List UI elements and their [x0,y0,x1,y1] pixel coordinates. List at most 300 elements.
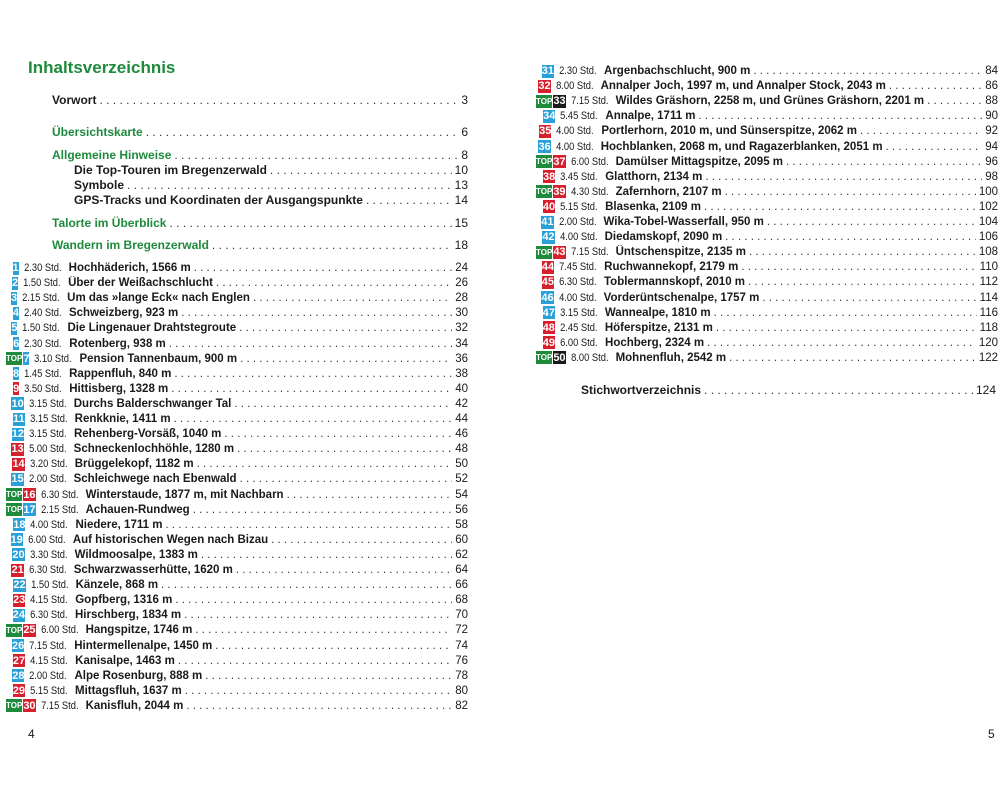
tour-entry[interactable] [6,699,468,713]
tour-page: 34 [455,337,468,350]
tour-title: Känzele, 868 m [75,579,159,592]
tour-entry[interactable] [536,155,998,169]
tour-duration: 7.15 Std. [570,95,609,108]
tour-entry[interactable] [536,321,998,335]
dot-leader [174,368,452,380]
tour-title: Damülser Mittagspitze, 2095 m [615,155,784,168]
dot-leader [699,110,983,122]
tour-title: Hittisberg, 1328 m [69,382,169,395]
toc-entry[interactable] [52,125,468,140]
tour-number-badge: 50 [553,351,566,364]
tour-title: Mohnenfluh, 2542 m [615,351,727,364]
tour-page: 54 [455,488,468,501]
tour-duration: 2.00 Std. [29,669,68,682]
tour-page: 74 [455,639,468,652]
dot-leader [714,307,977,319]
tour-number-badge: 3 [11,292,18,305]
dot-leader [886,141,983,153]
tour-page: 52 [455,473,468,486]
dot-leader [237,443,452,455]
dot-leader [927,95,982,107]
tour-duration: 6.30 Std. [40,488,79,501]
tour-duration: 6.30 Std. [559,276,597,289]
page-title: Inhaltsverzeichnis [28,58,176,77]
dot-leader [215,640,452,652]
dot-leader [194,262,452,274]
tour-page: 28 [455,292,468,305]
top-tour-badge: TOP [536,187,553,197]
toc-entry[interactable] [74,178,468,193]
tour-number-badge: 13 [11,443,24,456]
tour-title: Annalpe, 1711 m [605,110,696,123]
dot-leader [253,292,452,304]
tour-title: Kanisalpe, 1463 m [75,654,175,667]
dot-leader [729,352,976,364]
tour-page: 70 [455,609,468,622]
tour-title: Portlerhorn, 2010 m, und Sünserspitze, 2062 m [601,125,857,138]
tour-entry[interactable] [6,503,468,517]
tour-duration: 4.30 Std. [570,185,609,198]
tour-page: 46 [455,428,468,441]
tour-title: Schneckenlochhöhle, 1280 m [73,443,235,456]
toc-entry-page: 18 [454,238,468,252]
tour-entry[interactable] [6,352,468,366]
tour-entry[interactable] [536,200,998,214]
tour-duration: 4.00 Std. [559,231,598,244]
tour-entry[interactable] [6,563,468,577]
tour-entry[interactable] [6,623,468,637]
tour-page: 80 [455,684,468,697]
dot-leader [171,383,452,395]
tour-entry[interactable] [6,488,468,502]
tour-page: 30 [455,307,468,320]
tour-title: Rehenberg-Vorsäß, 1040 m [73,428,222,441]
tour-entry[interactable] [536,109,998,123]
dot-leader [161,579,452,591]
tour-title: Durchs Balderschwanger Tal [73,397,232,410]
tour-page: 38 [455,367,468,380]
index-entry[interactable] [581,383,996,398]
toc-entry-page: 15 [454,216,468,230]
tour-title: Die Lingenauer Drahtstegroute [67,322,237,335]
dot-leader [224,428,452,440]
tour-number-badge: 30 [23,699,36,712]
tour-number-badge: 43 [553,246,566,259]
dot-leader [216,277,452,289]
tour-title: Schweizberg, 923 m [68,307,179,320]
top-tour-badge: TOP [6,354,23,364]
tour-page: 106 [978,231,998,244]
tour-page: 122 [978,351,998,364]
tour-number-badge: 9 [13,382,20,395]
toc-entry-page: 8 [461,148,468,162]
tour-entry[interactable] [536,260,998,274]
tour-number-badge: 48 [542,321,555,334]
tour-entry[interactable] [6,261,468,275]
dot-leader [705,171,982,183]
tour-page: 120 [978,336,998,349]
tour-number-badge: 47 [542,306,555,319]
tour-number-badge: 26 [11,639,25,652]
tour-duration: 6.00 Std. [27,533,66,546]
tour-page: 26 [455,277,468,290]
tour-duration: 4.00 Std. [30,518,69,531]
tour-entry[interactable] [6,593,468,607]
tour-page: 112 [979,276,998,289]
tour-duration: 7.15 Std. [29,639,67,652]
toc-entry-page: 13 [454,178,468,192]
tour-title: Toblermannskopf, 2010 m [604,276,746,289]
tour-entry[interactable] [6,684,468,698]
tour-entry[interactable] [6,427,468,441]
tour-number-badge: 34 [543,110,556,123]
tour-number-badge: 8 [13,367,20,380]
dot-leader [753,65,982,77]
dot-leader [146,125,459,140]
tour-entry[interactable] [536,306,998,320]
tour-page: 118 [979,321,998,334]
tour-title: Gopfberg, 1316 m [75,594,173,607]
dot-leader [175,594,452,606]
tour-entry[interactable] [536,351,998,365]
toc-entry[interactable] [52,238,468,253]
tour-number-badge: 23 [12,594,26,607]
tour-number-badge: 36 [538,140,551,153]
tour-entry[interactable] [536,124,998,138]
tour-number-badge: 45 [541,276,554,289]
tour-duration: 3.50 Std. [24,382,62,395]
tour-entry[interactable] [6,639,468,653]
tour-title: Wildes Gräshorn, 2258 m, und Grünes Gräshorn, 2201 m [615,95,925,108]
dot-leader [725,186,976,198]
tour-entry[interactable] [536,64,998,78]
index-page: 124 [975,383,996,397]
tour-title: Um das »lange Eck« nach Englen [67,292,250,305]
tour-duration: 6.00 Std. [40,624,79,637]
tour-page: 102 [978,200,998,213]
dot-leader [366,193,452,208]
tour-entry[interactable] [6,472,468,486]
tour-title: Wildmoosalpe, 1383 m [74,548,198,561]
page-number-right: 5 [988,727,995,741]
tour-title: Ruchwannekopf, 2179 m [604,261,739,274]
tour-number-badge: 4 [12,307,19,320]
dot-leader [767,216,976,228]
tour-page: 76 [455,654,468,667]
tour-number-badge: 46 [541,291,554,304]
tour-number-badge: 16 [23,488,36,501]
tour-page: 86 [985,80,998,93]
tour-entry[interactable] [6,306,468,320]
tour-number-badge: 38 [542,170,556,183]
tour-duration: 2.40 Std. [24,307,62,320]
tour-entry[interactable] [536,291,998,305]
dot-leader [205,670,452,682]
tour-number-badge: 44 [541,261,555,274]
tour-page: 78 [455,669,468,682]
tour-number-badge: 15 [11,473,24,486]
tour-page: 110 [979,261,998,274]
tour-duration: 6.00 Std. [570,155,609,168]
tour-duration: 4.00 Std. [555,140,594,153]
tour-entry[interactable] [536,215,998,229]
tour-number-badge: 10 [11,397,24,410]
tour-title: Auf historischen Wegen nach Bizau [72,533,269,546]
dot-leader [169,216,451,231]
tour-title: Argenbachschlucht, 900 m [604,65,751,77]
dot-leader [240,353,452,365]
tour-entry[interactable] [6,321,468,335]
tour-duration: 1.50 Std. [30,579,69,592]
dot-leader [178,655,452,667]
tour-entry[interactable] [6,397,468,411]
tour-title: Hirschberg, 1834 m [75,609,182,622]
tour-duration: 8.00 Std. [555,80,594,93]
tour-duration: 2.30 Std. [559,65,597,77]
dot-leader [741,261,976,273]
tour-duration: 6.30 Std. [28,564,67,576]
dot-leader [174,413,453,425]
dot-leader [704,383,973,398]
tour-title: Wika-Tobel-Wasserfall, 950 m [603,216,764,228]
tour-duration: 3.45 Std. [560,170,598,183]
tour-entry[interactable] [6,548,468,562]
tour-number-badge: 5 [11,322,18,335]
toc-entry[interactable] [74,193,468,208]
dot-leader [127,178,452,193]
dot-leader [186,700,452,712]
dot-leader [889,80,982,92]
tour-duration: 3.15 Std. [29,413,68,425]
dot-leader [201,549,452,561]
tour-entry[interactable] [6,276,468,290]
tour-title: Hochhäderich, 1566 m [68,262,191,274]
tour-number-badge: 20 [12,548,25,561]
dot-leader [786,156,982,168]
tour-duration: 3.15 Std. [29,428,67,441]
tour-number-badge: 19 [10,533,23,546]
tour-duration: 2.00 Std. [28,473,67,486]
toc-entry[interactable] [52,148,468,163]
toc-entry-title: GPS-Tracks und Koordinaten der Ausgangspunkte [74,193,363,207]
toc-entry[interactable] [74,163,468,178]
tour-page: 94 [985,140,998,153]
tour-page: 72 [455,624,468,637]
tour-duration: 3.20 Std. [29,458,68,471]
tour-entry[interactable] [536,275,998,289]
tour-number-badge: 40 [542,200,556,213]
tour-page: 42 [455,397,468,410]
tour-number-badge: 17 [23,503,36,516]
tour-duration: 6.30 Std. [30,609,68,622]
dot-leader [749,246,976,258]
dot-leader [704,201,976,213]
tour-number-badge: 18 [13,518,26,531]
tour-entry[interactable] [536,245,998,259]
tour-title: Niedere, 1711 m [75,518,163,531]
tour-duration: 6.00 Std. [560,336,598,349]
tour-entry[interactable] [536,79,998,93]
tour-title: Brüggelekopf, 1182 m [74,458,194,471]
dot-leader [193,504,453,516]
tour-page: 68 [455,594,468,607]
tour-duration: 7.45 Std. [559,261,597,274]
tour-duration: 3.30 Std. [29,548,68,561]
tour-page: 60 [455,533,468,546]
tour-page: 84 [985,65,998,77]
tour-page: 96 [985,155,998,168]
tour-duration: 5.15 Std. [30,684,68,697]
tour-title: Vorderüntschenalpe, 1757 m [603,291,760,304]
tour-entry[interactable] [6,608,468,622]
tour-title: Üntschenspitze, 2135 m [615,246,746,259]
tour-number-badge: 24 [12,609,25,622]
tour-title: Über der Weißachschlucht [68,277,213,290]
tour-page: 58 [455,518,468,531]
tour-title: Schwarzwasserhütte, 1620 m [73,564,233,576]
dot-leader [197,458,453,470]
tour-number-badge: 31 [541,65,555,77]
tour-number-badge: 14 [12,458,25,471]
tour-duration: 7.15 Std. [40,699,79,712]
dot-leader [195,624,452,636]
toc-entry-title: Die Top-Touren im Bregenzerwald [74,163,267,177]
toc-entry-page: 3 [461,93,468,107]
tour-duration: 4.15 Std. [30,594,68,607]
tour-page: 50 [455,458,468,471]
top-tour-badge: TOP [6,490,23,499]
tour-number-badge: 29 [12,684,25,697]
toc-entry-page: 10 [454,163,468,177]
tour-page: 114 [979,291,998,304]
tour-number-badge: 27 [12,654,26,667]
index-title: Stichwortverzeichnis [581,383,702,397]
dot-leader [240,473,453,485]
tour-title: Renkknie, 1411 m [74,413,171,425]
tour-title: Glatthorn, 2134 m [605,170,703,183]
dot-leader [165,519,452,531]
tour-entry[interactable] [536,230,998,244]
tour-number-badge: 2 [11,277,19,290]
tour-title: Hangspitze, 1746 m [85,624,193,637]
tour-duration: 2.45 Std. [559,321,598,334]
tour-title: Hochblanken, 2068 m, und Ragazerblanken, 2051 m [600,140,883,153]
tour-entry[interactable] [536,185,998,199]
tour-entry[interactable] [536,336,998,350]
tour-number-badge: 7 [23,352,30,365]
top-tour-badge: TOP [536,353,553,363]
toc-entry-title: Symbole [74,178,125,192]
tour-page: 62 [455,548,468,561]
dot-leader [860,125,982,137]
tour-number-badge: 37 [553,155,566,168]
tour-entry[interactable] [6,457,468,471]
tour-entry[interactable] [6,337,468,351]
dot-leader [174,148,458,163]
tour-duration: 2.15 Std. [40,503,79,516]
top-tour-badge: TOP [536,96,553,106]
tour-duration: 1.50 Std. [23,277,61,290]
dot-leader [212,238,452,253]
tour-page: 92 [985,125,998,138]
tour-duration: 1.45 Std. [24,367,62,380]
tour-title: Schleichwege nach Ebenwald [73,473,237,486]
tour-duration: 2.15 Std. [22,292,60,305]
tour-duration: 2.30 Std. [23,262,62,274]
tour-page: 90 [985,110,998,123]
tour-title: Pension Tannenbaum, 900 m [79,352,238,365]
tour-page: 104 [978,216,998,228]
tour-number-badge: 32 [538,80,551,93]
dot-leader [748,276,977,288]
tour-duration: 3.15 Std. [28,397,67,410]
tour-number-badge: 42 [542,231,555,244]
dot-leader [762,292,976,304]
top-tour-badge: TOP [536,247,553,257]
tour-title: Rappenfluh, 840 m [69,367,172,380]
dot-leader [270,163,452,178]
dot-leader [271,534,452,546]
tour-number-badge: 39 [553,185,566,198]
tour-entry[interactable] [536,140,998,154]
tour-duration: 5.00 Std. [28,443,67,456]
tour-entry[interactable] [6,412,468,426]
toc-entry[interactable] [52,93,468,108]
tour-title: Blasenka, 2109 m [605,200,701,213]
tour-number-badge: 35 [539,125,552,138]
tour-entry[interactable] [6,382,468,396]
tour-title: Winterstaude, 1877 m, mit Nachbarn [85,488,284,501]
toc-entry-page: 14 [454,193,468,207]
toc-entry-title: Vorwort [52,93,97,107]
tour-entry[interactable] [6,578,468,592]
dot-leader [169,338,452,350]
tour-title: Diedamskopf, 2090 m [604,231,723,244]
tour-page: 40 [455,382,468,395]
tour-page: 82 [455,699,468,712]
tour-page: 32 [455,322,468,335]
dot-leader [287,489,453,501]
tour-title: Hintermellenalpe, 1450 m [74,639,213,652]
toc-entry-page: 6 [461,125,468,139]
tour-title: Annalper Joch, 1997 m, und Annalper Stock, 2043 m [600,80,886,93]
tour-entry[interactable] [6,654,468,668]
tour-duration: 2.30 Std. [24,337,62,350]
tour-entry[interactable] [6,291,468,305]
tour-entry[interactable] [536,94,998,108]
toc-entry-title: Talorte im Überblick [52,216,167,230]
tour-entry[interactable] [6,367,468,381]
tour-duration: 5.45 Std. [560,110,598,123]
toc-entry[interactable] [52,216,468,231]
tour-number-badge: 21 [11,564,24,576]
tour-entry[interactable] [536,170,998,184]
tour-number-badge: 1 [12,262,19,274]
tour-title: Achauen-Rundweg [85,503,190,516]
dot-leader [184,609,452,621]
tour-duration: 8.00 Std. [570,351,609,364]
tour-number-badge: 28 [12,669,25,682]
tour-entry[interactable] [6,442,468,456]
tour-entry[interactable] [6,669,468,683]
dot-leader [716,322,977,334]
top-tour-badge: TOP [536,157,553,167]
tour-title: Alpe Rosenburg, 888 m [74,669,203,682]
tour-page: 108 [978,246,998,259]
tour-entry[interactable] [6,533,468,547]
tour-entry[interactable] [6,518,468,532]
tour-duration: 1.50 Std. [22,322,61,335]
